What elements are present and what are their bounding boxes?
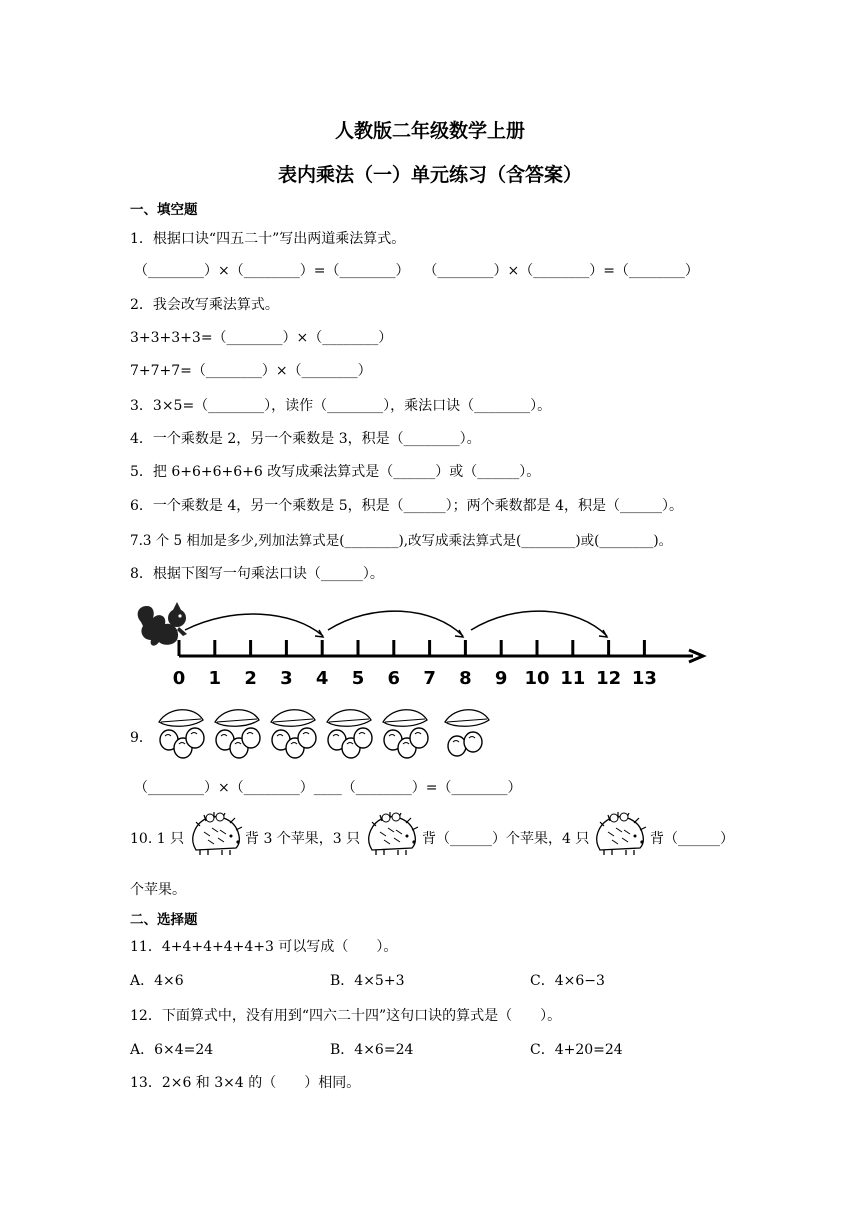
- number-line-label: 12: [596, 668, 622, 689]
- question-2-b: 7+7+7=（________）×（________）: [130, 363, 372, 379]
- squirrel-icon: [138, 602, 187, 646]
- question-2: 2．我会改写乘法算式。: [130, 297, 279, 313]
- number-line-label: 7: [423, 668, 436, 689]
- lychee-bunches: [155, 706, 495, 766]
- number-line-ticks: [179, 640, 644, 656]
- question-4: 4．一个乘数是 2，另一个乘数是 3，积是（________）。: [130, 431, 481, 447]
- number-line-label: 8: [459, 668, 472, 689]
- question-12-option-b: B．4×6=24: [330, 1042, 414, 1058]
- question-5: 5．把 6+6+6+6+6 改写成乘法算式是（______）或（______）。: [130, 464, 541, 480]
- hedgehog-icon: [590, 812, 646, 858]
- question-9-number: 9．: [130, 730, 153, 746]
- question-12: 12．下面算式中，没有用到“四六二十四”这句口诀的算式是（ ）。: [130, 1008, 562, 1024]
- lychee-bunch-icon: [271, 710, 316, 758]
- question-11-option-a: A．4×6: [130, 973, 184, 989]
- section-heading-fill-blank: 一、填空题: [130, 202, 198, 218]
- lychee-bunch-icon: [215, 710, 260, 758]
- number-line-label: 3: [280, 668, 293, 689]
- title-line-2: 表内乘法（一）单元练习（含答案）: [277, 164, 582, 186]
- hedgehog-icon: [362, 812, 418, 858]
- lychee-bunch-icon: [445, 710, 489, 756]
- question-12-option-a: A．6×4=24: [130, 1042, 214, 1058]
- lychee-bunch-icon: [327, 710, 372, 758]
- question-10-part-3: 背（______）个苹果，4 只: [422, 831, 590, 847]
- number-line-label: 1: [208, 668, 222, 689]
- number-line-figure: [133, 600, 713, 695]
- question-1: 1．根据口诀“四五二十”写出两道乘法算式。: [130, 231, 406, 247]
- question-11-option-b: B．4×5+3: [330, 973, 405, 989]
- lychee-bunch-icon: [383, 710, 428, 758]
- question-7: 7.3 个 5 相加是多少,列加法算式是(________),改写成乘法算式是(________)或(________)。: [130, 533, 673, 549]
- question-2-a: 3+3+3+3=（________）×（________）: [130, 330, 393, 346]
- question-10-part-4: 背（______）: [650, 831, 734, 847]
- question-11: 11．4+4+4+4+4+3 可以写成（ ）。: [130, 939, 398, 955]
- question-10-part-2: 背 3 个苹果，3 只: [245, 831, 361, 847]
- lychee-bunch-icon: [159, 710, 204, 758]
- question-9-blanks: （________）×（________）____（________）=（________）: [134, 780, 522, 796]
- number-line-label: 11: [560, 668, 586, 689]
- section-heading-choice: 二、选择题: [130, 912, 198, 928]
- number-line-label: 13: [631, 668, 657, 689]
- question-11-option-c: C．4×6−3: [530, 973, 605, 989]
- number-line-label: 0: [172, 668, 186, 689]
- number-line-label: 2: [244, 668, 257, 689]
- number-line-label: 6: [387, 668, 401, 689]
- question-3: 3．3×5=（________），读作（________），乘法口诀（________）。: [130, 398, 552, 414]
- title-line-1: 人教版二年级数学上册: [334, 120, 525, 142]
- question-10-part-1: 10. 1 只: [130, 831, 185, 847]
- question-8: 8．根据下图写一句乘法口诀（______）。: [130, 566, 384, 582]
- question-13: 13．2×6 和 3×4 的（ ）相同。: [130, 1075, 361, 1091]
- hedgehog-icon: [186, 812, 242, 858]
- number-line-label: 9: [494, 668, 508, 689]
- question-12-option-c: C．4+20=24: [530, 1042, 623, 1058]
- number-line-labels: [173, 668, 657, 689]
- question-1-blanks: （________）×（________）=（________） （________）×（________）=（________）: [134, 263, 699, 279]
- number-line-label: 10: [524, 668, 550, 689]
- number-line-label: 4: [315, 668, 329, 689]
- number-line-label: 5: [351, 668, 365, 689]
- question-10-part-5: 个苹果。: [130, 882, 186, 898]
- question-6: 6．一个乘数是 4，另一个乘数是 5，积是（______）；两个乘数都是 4，积是（______）。: [130, 498, 683, 514]
- hop-arcs: [185, 611, 607, 637]
